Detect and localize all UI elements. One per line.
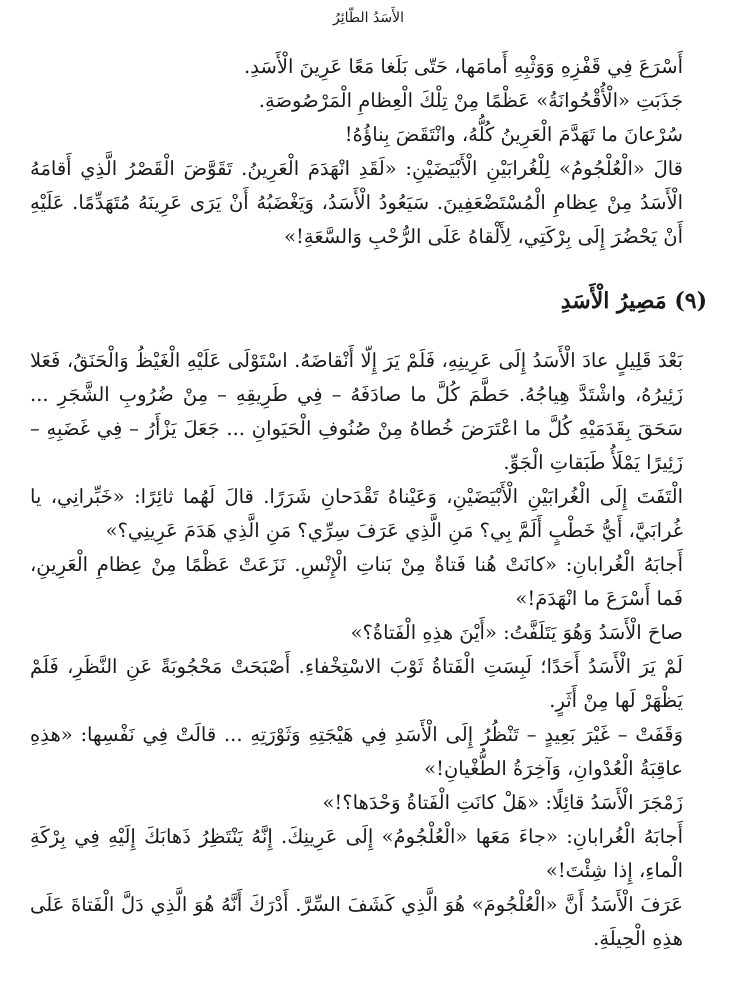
paragraph: أَجابَهُ الْغُرابانِ: «كانَتْ هُنا فَتاةٌ مِنْ بَناتِ الْإِنْسِ. نَزَعَتْ عَظْمًا مِنْ عِظامِ الْعَرِينِ، فَما أَسْرَعَ ما انْهَدَمَ!» [30, 553, 683, 610]
paragraph: أَسْرَعَ فِي قَفْزِهِ وَوَثْبِهِ أَمامَها، حَتّى بَلَغا مَعًا عَرِينَ الْأَسَدِ. [244, 55, 683, 78]
paragraph: جَذَبَتِ «الْأُقْحُوانَةُ» عَظْمًا مِنْ تِلْكَ الْعِظامِ الْمَرْصُوصَةِ. [258, 89, 683, 112]
text-block-chapter [30, 344, 707, 956]
text-block-intro [30, 50, 707, 254]
paragraph: لَمْ يَرَ الْأَسَدُ أَحَدًا؛ لَبِسَتِ الْفَتاةُ ثَوْبَ الاسْتِخْفاءِ. أَصْبَحَتْ مَحْجُوبَةً عَنِ النَّظَرِ، فَلَمْ يَظْهَرْ لَها مِنْ أَثَرٍ. [30, 655, 683, 712]
paragraph: سُرْعانَ ما تَهَدَّمَ الْعَرِينُ كُلُّهُ، وانْتَقَضَ بِناؤُهُ! [344, 123, 683, 146]
running-header: الأَسَدُ الطّائِرُ [333, 10, 404, 26]
paragraph: أَجابَهُ الْغُرابانِ: «جاءَ مَعَها «الْعُلْجُومُ» إِلَى عَرِينِكَ. إِنَّهُ يَنْتَظِرُ ذَهابَكَ إِلَيْهِ فِي بِرْكَةِ الْماءِ، إِذا شِئْتَ!» [30, 825, 683, 882]
paragraph: قالَ «الْعُلْجُومُ» لِلْغُرابَيْنِ الْأَبْيَضَيْنِ: «لَقَدِ انْهَدَمَ الْعَرِينُ. تَقَوَّضَ الْقَصْرُ الَّذِي أَقامَهُ الْأَسَدُ مِنْ عِظامِ الْمُسْتَضْعَفِينَ. سَيَعُودُ الْأَسَدُ، وَيَغْضَبُهُ أَنْ يَرَى عَرِينَهُ مُتَهَدِّمًا. عَلَيْهِ أَنْ يَحْضُرَ إِلَى بِرْكَتِي، لِأَلْقاهُ عَلَى الرُّحْبِ وَالسَّعَةِ!» [30, 157, 683, 248]
paragraph: عَرَفَ الْأَسَدُ أَنَّ «الْعُلْجُومَ» هُوَ الَّذِي كَشَفَ السِّرَّ. أَدْرَكَ أَنَّهُ هُوَ الَّذِي دَلَّ الْفَتاةَ عَلَى هذِهِ الْحِيلَةِ. [30, 893, 683, 950]
paragraph: بَعْدَ قَلِيلٍ عادَ الْأَسَدُ إِلَى عَرِينِهِ، فَلَمْ يَرَ إِلّا أَنْقاضَهُ. اسْتَوْلَى عَلَيْهِ الْغَيْظُ وَالْحَنَقُ، فَعَلا زَئِيرُهُ، واشْتَدَّ هِياجُهُ. حَطَّمَ كُلَّ ما صادَفَهُ – فِي طَرِيقِهِ – مِنْ ضُرُوبِ الشَّجَرِ ... سَحَقَ بِقَدَمَيْهِ كُلَّ ما اعْتَرَضَ خُطاهُ مِنْ صُنُوفِ الْحَيَوانِ ... جَعَلَ يَزْأَرُ – فِي غَضَبِهِ – زَئِيرًا يَمْلَأُ طَبَقاتِ الْجَوِّ. [30, 349, 683, 474]
paragraph: الْتَفَتَ إِلَى الْغُرابَيْنِ الْأَبْيَضَيْنِ، وَعَيْناهُ تَقْدَحانِ شَرَرًا. قالَ لَهُما ثائِرًا: «خَبِّرانِي، يا غُرابَيَّ، أَيُّ خَطْبٍ أَلَمَّ بِي؟ مَنِ الَّذِي عَرَفَ سِرِّي؟ مَنِ الَّذِي هَدَمَ عَرِينِي؟» [30, 485, 683, 542]
paragraph: وَقَفَتْ – غَيْرَ بَعِيدٍ – تَنْظُرُ إِلَى الْأَسَدِ فِي هَيْجَتِهِ وَثَوْرَتِهِ ... قالَتْ فِي نَفْسِها: «هذِهِ عاقِبَةُ الْعُدْوانِ، وَآخِرَةُ الطُّغْيانِ!» [30, 723, 683, 780]
paragraph: زَمْجَرَ الْأَسَدُ قائِلًا: «هَلْ كانَتِ الْفَتاةُ وَحْدَها؟!» [322, 791, 683, 814]
chapter-heading: (٩) مَصِيرُ الْأَسَدِ [560, 288, 707, 314]
paragraph: صاحَ الْأَسَدُ وَهُوَ يَتَلَفَّتُ: «أَيْنَ هذِهِ الْفَتاةُ؟» [350, 621, 683, 644]
